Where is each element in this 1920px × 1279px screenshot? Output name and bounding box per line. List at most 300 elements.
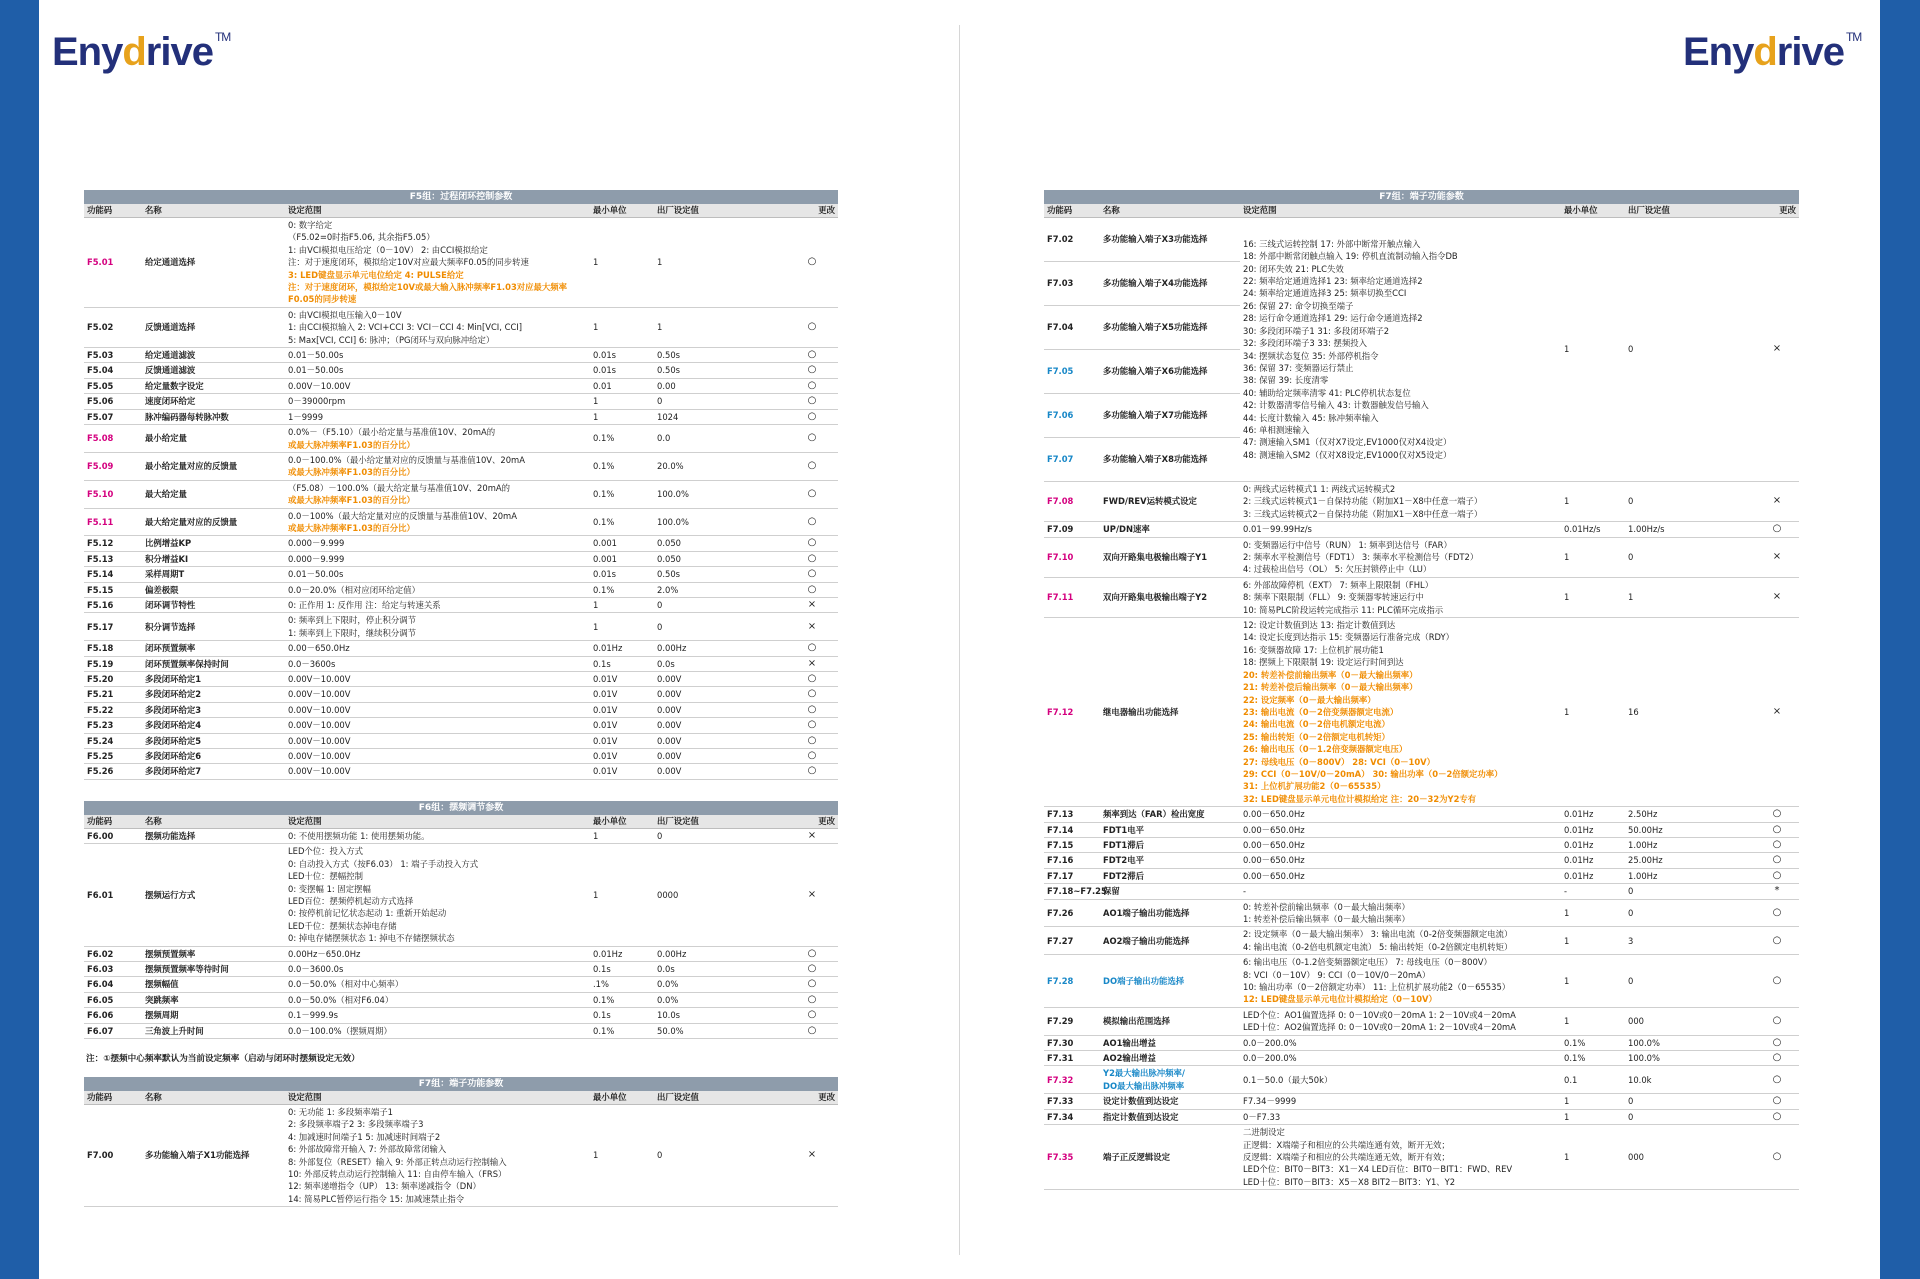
column-header: 名称 — [142, 204, 285, 218]
param-modify-flag: ○ — [1755, 853, 1799, 868]
param-modify-flag: ○ — [1755, 837, 1799, 852]
param-code: F7.04 — [1044, 306, 1100, 350]
param-row — [84, 425, 838, 453]
range-text: 0: 由VCI模拟电压输入0－10V 1: 由CCI模拟输入 2: VCI+CCI 3: VCI－CCI 4: Min[VCI, CCI] 5: Max[VCI, CCI] 6: 脉冲；（PG闭环与双向脉冲给定） — [288, 309, 523, 345]
param-row — [84, 844, 838, 946]
param-code: F6.00 — [84, 829, 142, 844]
param-min-unit: .1% — [590, 977, 654, 992]
param-modify-flag: ○ — [786, 764, 838, 779]
param-row — [1044, 522, 1799, 537]
range-text: 0.00－650.0Hz — [1243, 824, 1305, 835]
param-range — [285, 656, 590, 671]
range-text: 0.01－50.00s — [288, 569, 344, 580]
param-name: 多功能输入端子X7功能选择 — [1100, 394, 1240, 438]
param-name: 给定量数字设定 — [142, 378, 285, 393]
param-code: F7.10 — [1044, 537, 1100, 577]
param-default: 0.00V — [654, 702, 786, 717]
param-range — [285, 1008, 590, 1023]
column-header: 出厂设定值 — [654, 204, 786, 218]
param-range — [1240, 1051, 1561, 1066]
param-default: 1 — [654, 218, 786, 308]
param-min-unit: 0.1s — [590, 1008, 654, 1023]
column-header: 最小单位 — [1561, 204, 1625, 218]
param-min-unit: 0.1% — [1561, 1035, 1625, 1050]
range-text: 0.00V－10.00V — [288, 704, 351, 715]
param-modify-flag: ○ — [786, 702, 838, 717]
param-min-unit: 0.01Hz — [590, 641, 654, 656]
param-code: F5.12 — [84, 536, 142, 551]
param-name: 摆频预置频率 — [142, 946, 285, 961]
param-modify-flag: ○ — [786, 1008, 838, 1023]
param-range — [1240, 482, 1561, 522]
param-min-unit: 0.01V — [590, 672, 654, 687]
param-name: 积分增益KI — [142, 551, 285, 566]
param-name: 给定通道滤波 — [142, 348, 285, 363]
param-modify-flag: ○ — [786, 307, 838, 347]
range-text: LED个位：AO1偏置选择 0: 0－10V或0－20mA 1: 2－10V或4－20mA LED十位：AO2偏置选择 0: 0－10V或0－20mA 1: 2－10V或4－20mA — [1243, 1009, 1516, 1033]
param-row — [84, 829, 838, 844]
param-modify-flag: ○ — [786, 348, 838, 363]
param-range — [1240, 537, 1561, 577]
param-range — [285, 718, 590, 733]
range-text: 0.00V－10.00V — [288, 674, 351, 684]
range-text: 2: 设定频率（0－最大输出频率） 3: 输出电流（0-2倍变频器额定电流） 4: 输出电流（0-2倍电机额定电流） 5: 输出转矩（0-2倍额定电机转矩） — [1243, 929, 1513, 952]
param-row — [1044, 837, 1799, 852]
param-row — [84, 348, 838, 363]
range-text: 6: 外部故障停机（EXT） 7: 频率上限限制（FHL） 8: 频率下限限制（FLL） 9: 变频器零转速运行中 10: 简易PLC阶段运转完成指示 11: PLC循环完成指示 — [1243, 579, 1444, 615]
param-modify-flag: ○ — [786, 1023, 838, 1038]
param-name: FDT2滞后 — [1100, 868, 1240, 883]
param-range — [285, 348, 590, 363]
column-header: 最小单位 — [590, 1091, 654, 1105]
param-name: 多功能输入端子X5功能选择 — [1100, 306, 1240, 350]
param-modify-flag: ○ — [1755, 522, 1799, 537]
range-text: 0.000－9.999 — [288, 538, 345, 549]
param-default: 50.00Hz — [1625, 822, 1755, 837]
param-code: F7.18~F7.25 — [1044, 884, 1100, 899]
range-text: 0: 无功能 1: 多段频率端子1 2: 多段频率端子2 3: 多段频率端子3 4: 加减速时间端子1 5: 加减速时间端子2 6: 外部故障常开输入 7: 外部故障常闭输入 8: 外部复位（RESET）输入 9: 外部正转点动运行控制输入 10: 外部反转点动运行控制输入 11: 自由停车输入（FRS） 12: 频率递增指令（UP） 13: 频率递减指令（DN） 14: 简易PLC暂停运行指令 15: 加减速禁止指令 — [288, 1107, 507, 1204]
param-row — [1044, 1007, 1799, 1035]
param-default: 0 — [1625, 218, 1755, 482]
param-row — [84, 394, 838, 409]
param-range — [285, 992, 590, 1007]
param-code: F7.05 — [1044, 350, 1100, 394]
param-range — [285, 394, 590, 409]
range-text: 0.0－50.0%（相对F6.04） — [288, 994, 394, 1005]
param-default: 0 — [1625, 1109, 1755, 1124]
param-modify-flag: ○ — [786, 480, 838, 508]
param-range — [285, 307, 590, 347]
range-text: 0.01－50.00s — [288, 365, 344, 376]
range-text: 12: 设定计数值到达 13: 指定计数值到达 14: 设定长度到达指示 15: 变频器运行准备完成（RDY） 16: 变频器故障 17: 上位机扩展功能1 18: 摆频上下限限制 19: 设定运行时间到达 — [1243, 620, 1454, 668]
param-min-unit: 0.01Hz — [1561, 837, 1625, 852]
param-default: 0.0% — [654, 992, 786, 1007]
param-code: F5.16 — [84, 597, 142, 612]
param-min-unit: 1 — [590, 409, 654, 424]
param-min-unit: 0.01V — [590, 764, 654, 779]
range-text: 0.00－650.0Hz — [1243, 839, 1305, 850]
param-table-f7-part1 — [84, 1091, 838, 1207]
param-table-f6 — [84, 815, 838, 1039]
column-header: 名称 — [142, 815, 285, 829]
param-min-unit: 0.01s — [590, 348, 654, 363]
param-modify-flag: × — [786, 597, 838, 612]
param-modify-flag: ○ — [786, 425, 838, 453]
param-code: F5.21 — [84, 687, 142, 702]
param-name: 摆频功能选择 — [142, 829, 285, 844]
param-min-unit: 1 — [1561, 537, 1625, 577]
param-default: 0 — [654, 394, 786, 409]
range-text: 0－39000rpm — [288, 396, 346, 407]
param-row — [84, 656, 838, 671]
param-row — [1044, 853, 1799, 868]
param-code: F7.35 — [1044, 1125, 1100, 1190]
param-code: F7.00 — [84, 1105, 142, 1207]
param-default: 1024 — [654, 409, 786, 424]
param-default: 0.00V — [654, 672, 786, 687]
range-text: 0.00V－10.00V — [288, 689, 351, 700]
param-name: AO1端子输出功能选择 — [1100, 899, 1240, 927]
range-highlight-text: 或最大脉冲频率F1.03的百分比） — [288, 467, 415, 478]
param-name: 给定通道选择 — [142, 218, 285, 308]
param-min-unit: 0.1% — [590, 1023, 654, 1038]
param-min-unit: 0.01Hz — [590, 946, 654, 961]
param-min-unit: 1 — [1561, 1109, 1625, 1124]
param-modify-flag: ○ — [786, 962, 838, 977]
param-default: 2.0% — [654, 582, 786, 597]
left-blue-edge-bar — [0, 0, 39, 1279]
param-code: F7.27 — [1044, 927, 1100, 955]
param-modify-flag: × — [1755, 218, 1799, 482]
param-row — [84, 582, 838, 597]
param-row — [1044, 577, 1799, 617]
param-code: F7.32 — [1044, 1066, 1100, 1094]
param-default: 0.00V — [654, 733, 786, 748]
param-range — [1240, 868, 1561, 883]
param-range — [1240, 1066, 1561, 1094]
param-default: 0 — [654, 613, 786, 641]
param-default: 100.0% — [654, 480, 786, 508]
param-min-unit: 0.1% — [590, 480, 654, 508]
param-range — [285, 1105, 590, 1207]
param-range — [1240, 618, 1561, 807]
param-min-unit: 0.01s — [590, 567, 654, 582]
param-range — [285, 452, 590, 480]
param-row — [84, 218, 838, 308]
range-text: 0.0－100.0%（最小给定量对应的反馈量与基准值10V、20mA — [288, 454, 525, 465]
column-header: 功能码 — [84, 204, 142, 218]
param-range — [285, 409, 590, 424]
param-range — [285, 946, 590, 961]
param-range — [285, 733, 590, 748]
param-modify-flag: ○ — [1755, 1007, 1799, 1035]
param-code: F7.02 — [1044, 218, 1100, 262]
param-row — [1044, 482, 1799, 522]
param-row — [1044, 1109, 1799, 1124]
param-default: 0 — [1625, 537, 1755, 577]
param-min-unit: 1 — [590, 844, 654, 946]
param-modify-flag: ○ — [786, 641, 838, 656]
range-text: 0: 不使用摆频功能 1: 使用摆频功能。 — [288, 831, 430, 841]
param-row — [84, 702, 838, 717]
param-code: F5.25 — [84, 749, 142, 764]
param-row — [1044, 618, 1799, 807]
param-range: 16: 三线式运转控制 17: 外部中断常开触点输入 18: 外部中断常闭触点输入 19: 停机直流制动输入指令DB 20: 闭环失效 21: PLC失效 22: 频率给定通道选择1 23: 频率给定通道选择2 24: 频率给定通道选择3 25: 频率切换至CCI 26: 保留 27: 命令切换至端子 28: 运行命令通道选择1 29: 运行命令通道选择2 30: 多段闭环端子1 31: 多段闭环端子2 32: 多段闭环端子3 33: 摆频投入 34: 摆频状态复位 35: 外部停机指令 36: 保留 37: 变频器运行禁止 38: 保留 39: 长度清零 40: 辅助给定频率清零 41: PLC停机状态复位 42: 计数器清零信号输入 43: 计数器触发信号输入 44: 长度计数输入 45: 脉冲频率输入 46: 单相测速输入 47: 测速输入SM1（仅对X7设定,EV1000仅对X4设定） 48: 测速输入SM2（仅对X8设定,EV1000仅对X5设定） — [1240, 218, 1561, 482]
param-name: 多段闭环给定4 — [142, 718, 285, 733]
param-name: AO2输出增益 — [1100, 1051, 1240, 1066]
param-code: F7.12 — [1044, 618, 1100, 807]
param-min-unit: 0.01Hz — [1561, 868, 1625, 883]
param-modify-flag: ○ — [786, 582, 838, 597]
param-name: 频率到达（FAR）检出宽度 — [1100, 807, 1240, 822]
range-text: 0.0－100.0%（摆频周期） — [288, 1025, 392, 1036]
param-default: 0000 — [654, 844, 786, 946]
param-min-unit: 1 — [590, 394, 654, 409]
param-range — [285, 641, 590, 656]
param-default: 0.050 — [654, 551, 786, 566]
param-name: 反馈通道选择 — [142, 307, 285, 347]
param-code: F7.34 — [1044, 1109, 1100, 1124]
param-modify-flag: × — [1755, 618, 1799, 807]
param-range — [285, 829, 590, 844]
param-code: F7.07 — [1044, 438, 1100, 482]
param-default: 0 — [654, 1105, 786, 1207]
param-code: F5.08 — [84, 425, 142, 453]
range-text: 6: 输出电压（0-1.2倍变频器额定电压） 7: 母线电压（0－800V） 8: VCI（0－10V） 9: CCI（0－10V/0－20mA） 10: 输出功率（0－2倍额定功率） 11: 上位机扩展功能2（0－65535） — [1243, 957, 1511, 993]
right-blue-edge-bar — [1880, 0, 1920, 1279]
param-min-unit: 1 — [1561, 1125, 1625, 1190]
param-code: F5.10 — [84, 480, 142, 508]
param-code: F5.09 — [84, 452, 142, 480]
param-modify-flag: ○ — [786, 718, 838, 733]
param-row — [84, 992, 838, 1007]
param-row — [1044, 1066, 1799, 1094]
param-min-unit: 0.1% — [590, 425, 654, 453]
param-default: 0 — [1625, 884, 1755, 899]
param-code: F5.11 — [84, 508, 142, 536]
param-name: FDT1滞后 — [1100, 837, 1240, 852]
section-f6-wobble-frequency — [84, 801, 838, 1039]
param-range — [285, 551, 590, 566]
column-header: 功能码 — [1044, 204, 1100, 218]
param-code: F5.07 — [84, 409, 142, 424]
range-text: 0: 正作用 1: 反作用 注：给定与转速关系 — [288, 599, 441, 610]
param-range — [285, 508, 590, 536]
param-code: F6.07 — [84, 1023, 142, 1038]
param-default: 0.00V — [654, 749, 786, 764]
param-name: AO1输出增益 — [1100, 1035, 1240, 1050]
param-modify-flag: ○ — [1755, 899, 1799, 927]
param-range — [285, 536, 590, 551]
param-range — [1240, 837, 1561, 852]
param-range — [285, 764, 590, 779]
range-text: 0.0－100%（最大给定量对应的反馈量与基准值10V、20mA — [288, 510, 517, 521]
param-code: F7.29 — [1044, 1007, 1100, 1035]
f6-footnote: 注：①摆频中心频率默认为当前设定频率（启动与闭环时摆频设定无效） — [86, 1054, 360, 1064]
range-text: 0.00V－10.00V — [288, 766, 351, 777]
column-header: 设定范围 — [285, 1091, 590, 1105]
param-min-unit: - — [1561, 884, 1625, 899]
param-range — [1240, 899, 1561, 927]
range-text: 0.01－99.99Hz/s — [1243, 524, 1312, 535]
param-default: 0.00Hz — [654, 946, 786, 961]
param-modify-flag: ○ — [786, 946, 838, 961]
param-range — [1240, 884, 1561, 899]
param-row — [84, 749, 838, 764]
param-name: 闭环预置频率 — [142, 641, 285, 656]
param-row — [84, 764, 838, 779]
param-row — [84, 508, 838, 536]
param-code: F5.26 — [84, 764, 142, 779]
param-range — [285, 702, 590, 717]
param-default: 2.50Hz — [1625, 807, 1755, 822]
param-row — [84, 687, 838, 702]
param-default: 1 — [654, 307, 786, 347]
param-range — [285, 363, 590, 378]
column-header: 功能码 — [84, 815, 142, 829]
section-f7-terminal-functions-part1 — [84, 1077, 838, 1207]
param-default: 1 — [1625, 577, 1755, 617]
param-row — [84, 977, 838, 992]
range-text: 0: 变频器运行中信号（RUN） 1: 频率到达信号（FAR） 2: 频率水平检测信号（FDT1） 3: 频率水平检测信号（FDT2） 4: 过载检出信号（OL） 5: 欠压封锁停止中（LU） — [1243, 539, 1479, 575]
param-min-unit: 0.01V — [590, 687, 654, 702]
range-text: 0: 频率到上下限时，停止积分调节 1: 频率到上下限时，继续积分调节 — [288, 615, 417, 638]
param-min-unit: 0.01V — [590, 749, 654, 764]
param-name: 继电器输出功能选择 — [1100, 618, 1240, 807]
param-default: 0.0s — [654, 656, 786, 671]
param-name: 多段闭环给定3 — [142, 702, 285, 717]
column-header: 更改 — [786, 204, 838, 218]
param-default: 0 — [1625, 482, 1755, 522]
param-default: 0 — [654, 597, 786, 612]
param-name: 多段闭环给定2 — [142, 687, 285, 702]
param-min-unit: 1 — [590, 218, 654, 308]
param-row — [1044, 868, 1799, 883]
param-min-unit: 1 — [1561, 1094, 1625, 1109]
param-name: 三角波上升时间 — [142, 1023, 285, 1038]
param-min-unit: 1 — [590, 613, 654, 641]
param-modify-flag: ○ — [1755, 1094, 1799, 1109]
param-default: 0.0% — [654, 977, 786, 992]
param-row — [84, 551, 838, 566]
range-text: 0.0－3600s — [288, 658, 336, 669]
param-code: F5.20 — [84, 672, 142, 687]
param-default: 000 — [1625, 1125, 1755, 1190]
param-name: 采样周期T — [142, 567, 285, 582]
param-min-unit: 0.001 — [590, 536, 654, 551]
param-min-unit: 0.01V — [590, 733, 654, 748]
param-modify-flag: * — [1755, 884, 1799, 899]
param-code: F7.26 — [1044, 899, 1100, 927]
param-default: 0.050 — [654, 536, 786, 551]
param-modify-flag: ○ — [1755, 1051, 1799, 1066]
param-min-unit: 1 — [1561, 1007, 1625, 1035]
param-code: F5.18 — [84, 641, 142, 656]
param-row — [1044, 899, 1799, 927]
param-range — [285, 977, 590, 992]
param-name: 多段闭环给定6 — [142, 749, 285, 764]
param-default: 000 — [1625, 1007, 1755, 1035]
param-code: F7.06 — [1044, 394, 1100, 438]
param-modify-flag: ○ — [1755, 1035, 1799, 1050]
param-name: 端子正反逻辑设定 — [1100, 1125, 1240, 1190]
param-modify-flag: ○ — [786, 452, 838, 480]
param-default: 16 — [1625, 618, 1755, 807]
range-text: 0.00－650.0Hz — [288, 643, 350, 654]
param-min-unit: 1 — [590, 829, 654, 844]
param-name: 摆频预置频率等待时间 — [142, 962, 285, 977]
param-row — [1044, 807, 1799, 822]
param-name: FDT2电平 — [1100, 853, 1240, 868]
section-f7-terminal-functions-part2 — [1044, 190, 1799, 1190]
param-default: 0 — [1625, 899, 1755, 927]
range-text: 0.0%－（F5.10）（最小给定量与基准值10V、20mA的 — [288, 427, 496, 438]
param-min-unit: 1 — [1561, 618, 1625, 807]
param-row — [84, 1023, 838, 1038]
range-text: 0.00V－10.00V — [288, 735, 351, 746]
param-range — [285, 672, 590, 687]
range-highlight-text: 20: 转差补偿前输出频率（0－最大输出频率） 21: 转差补偿后输出频率（0－最大输出频率） 22: 设定频率（0－最大输出频率） 23: 输出电流（0－2倍变频器额定电流） 24: 输出电流（0－2倍电机额定电流） 25: 输出转矩（0－2倍额定电机转矩） 26: 输出电压（0－1.2倍变频器额定电压） 27: 母线电压（0－800V） 28: VCI（0－10V） 29: CCI（0－10V/0－20mA） 30: 输出功率（0－2倍额定功率） 31: 上位机扩展功能2（0－65535） 32: LED键盘显示单元电位计模拟给定 注：20－32为Y2专有 — [1243, 669, 1503, 804]
range-text: - — [1243, 886, 1247, 897]
param-name: 多段闭环给定7 — [142, 764, 285, 779]
param-row — [84, 307, 838, 347]
param-range — [1240, 853, 1561, 868]
param-default: 0.00V — [654, 764, 786, 779]
param-row — [1044, 1035, 1799, 1050]
param-name: Y2最大输出脉冲频率/ DO最大输出脉冲频率 — [1100, 1066, 1240, 1094]
param-code: F5.17 — [84, 613, 142, 641]
param-name: 指定计数值到达设定 — [1100, 1109, 1240, 1124]
column-header: 出厂设定值 — [654, 1091, 786, 1105]
param-default: 0.0 — [654, 425, 786, 453]
param-range — [285, 1023, 590, 1038]
range-text: 0.0－3600.0s — [288, 964, 344, 975]
column-header: 出厂设定值 — [654, 815, 786, 829]
param-row — [84, 672, 838, 687]
param-name: 双向开路集电极输出端子Y1 — [1100, 537, 1240, 577]
param-default: 100.0% — [1625, 1035, 1755, 1050]
param-default: 0.50s — [654, 363, 786, 378]
param-modify-flag: × — [786, 1105, 838, 1207]
param-min-unit: 1 — [1561, 927, 1625, 955]
column-header: 更改 — [786, 1091, 838, 1105]
param-range — [1240, 577, 1561, 617]
param-modify-flag: × — [1755, 577, 1799, 617]
param-name: 多段闭环给定5 — [142, 733, 285, 748]
param-name: 脉冲编码器每转脉冲数 — [142, 409, 285, 424]
param-min-unit: 0.1s — [590, 656, 654, 671]
range-text: 0.00V－10.00V — [288, 720, 351, 731]
param-code: F7.15 — [1044, 837, 1100, 852]
param-name: 最大给定量 — [142, 480, 285, 508]
param-name: 多功能输入端子X3功能选择 — [1100, 218, 1240, 262]
param-range — [1240, 822, 1561, 837]
param-name: 闭环预置频率保持时间 — [142, 656, 285, 671]
param-code: F5.23 — [84, 718, 142, 733]
param-code: F7.03 — [1044, 262, 1100, 306]
param-name: 速度闭环给定 — [142, 394, 285, 409]
range-text: 二进制设定 正逻辑：X端端子和相应的公共端连通有效，断开无效； 反逻辑：X端端子和相应的公共端连通无效，断开有效； LED个位：BIT0－BIT3：X1－X4 LED百位：BIT0－BIT1：FWD、REV LED十位：BIT0－BIT3：X5－X8 BIT2－BIT3：Y1、Y2 — [1243, 1127, 1513, 1187]
param-min-unit: 0.1% — [590, 452, 654, 480]
range-text: 0.1－50.0（最大50k） — [1243, 1074, 1333, 1085]
param-range — [285, 597, 590, 612]
param-default: 0 — [654, 829, 786, 844]
param-name: 最小给定量对应的反馈量 — [142, 452, 285, 480]
param-name: 设定计数值到达设定 — [1100, 1094, 1240, 1109]
param-modify-flag: ○ — [1755, 1066, 1799, 1094]
param-row — [84, 409, 838, 424]
param-range — [285, 749, 590, 764]
